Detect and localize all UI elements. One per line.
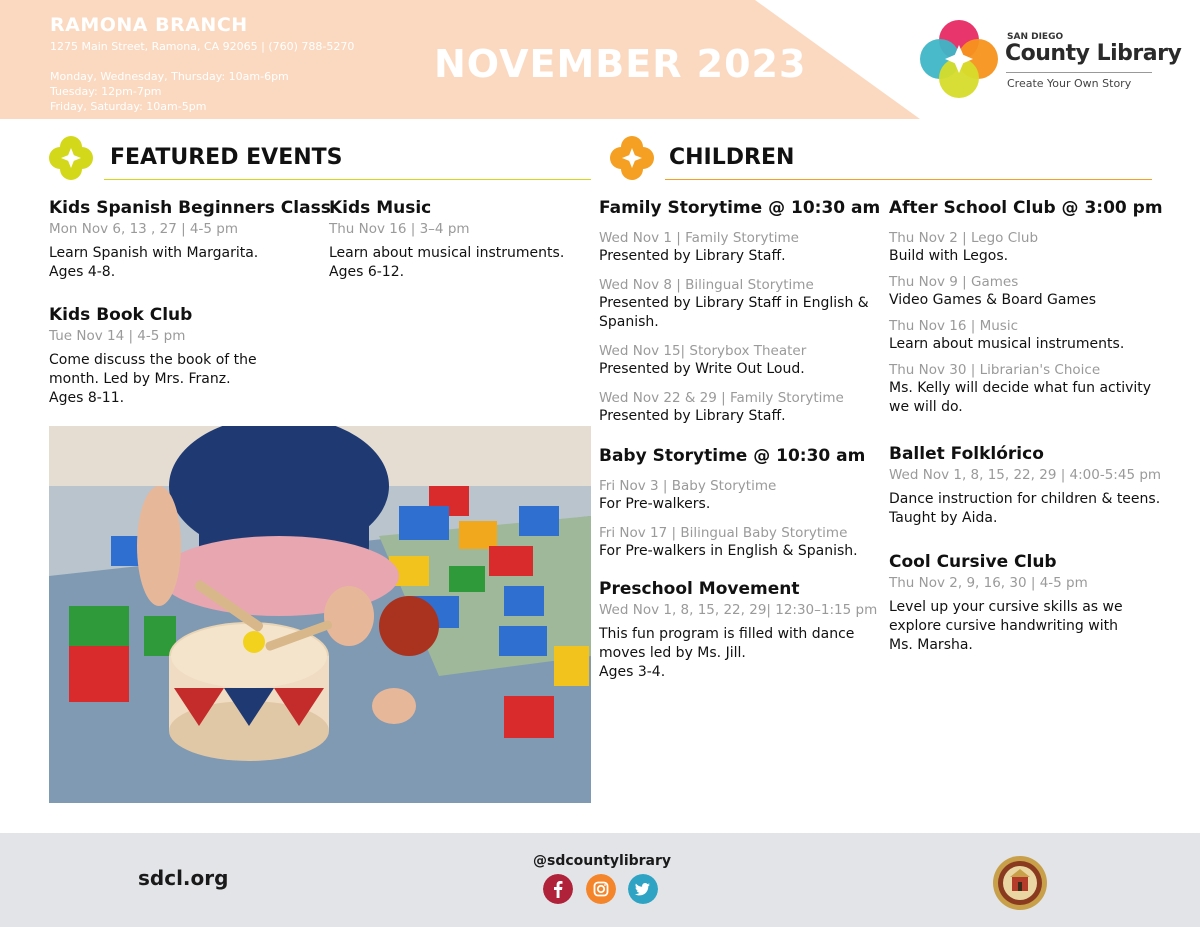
event-description: Learn about musical instruments. Ages 6-12. (329, 245, 565, 280)
session (599, 524, 884, 561)
session (599, 276, 884, 332)
program-title: Ballet Folklórico (889, 444, 1044, 464)
event-title: Kids Spanish Beginners Class (49, 198, 331, 218)
children-heading-rule (665, 179, 1152, 180)
hours-line: Tuesday: 12pm-7pm (50, 85, 162, 98)
session-description: Presented by Library Staff in English & Spanish. (599, 295, 869, 330)
program-date: Wed Nov 1, 8, 15, 22, 29 | 4:00-5:45 pm (889, 467, 1162, 483)
session-date: Thu Nov 16 | Music (889, 318, 1019, 334)
event-description: Learn Spanish with Margarita. Ages 4-8. (49, 245, 259, 280)
session-description: Presented by Write Out Loud. (599, 361, 805, 377)
program-description: Dance instruction for children & teens. Taught by Aida. (889, 491, 1161, 526)
family-storytime (599, 197, 884, 426)
event-description: Come discuss the book of the month. Led by Mrs. Franz. Ages 8-11. (49, 352, 257, 406)
facebook-icon[interactable] (543, 874, 573, 904)
photo-illustration (49, 426, 591, 803)
instagram-icon[interactable] (586, 874, 616, 904)
session-date: Wed Nov 15| Storybox Theater (599, 343, 807, 359)
session-description: Learn about musical instruments. (889, 336, 1125, 352)
session (599, 229, 884, 266)
session-date: Thu Nov 30 | Librarian's Choice (889, 362, 1101, 378)
program-title: Preschool Movement (599, 579, 800, 599)
session (889, 229, 1179, 266)
session-date: Wed Nov 8 | Bilingual Storytime (599, 277, 814, 293)
logo-top-line: SAN DIEGO (1007, 32, 1064, 42)
event-date: Mon Nov 6, 13 , 27 | 4-5 pm (49, 221, 238, 237)
logo-tagline: Create Your Own Story (1007, 77, 1132, 90)
flower-icon (607, 133, 657, 183)
month-title: NOVEMBER 2023 (434, 42, 807, 86)
program-title: Cool Cursive Club (889, 552, 1057, 572)
event-date: Tue Nov 14 | 4-5 pm (49, 328, 186, 344)
program-title: After School Club @ 3:00 pm (889, 198, 1163, 218)
session-date: Fri Nov 17 | Bilingual Baby Storytime (599, 525, 848, 541)
session-description: Build with Legos. (889, 248, 1009, 264)
children-heading: CHILDREN (669, 145, 795, 170)
session-description: Presented by Library Staff. (599, 408, 786, 424)
session-description: Presented by Library Staff. (599, 248, 786, 264)
program-title: Family Storytime @ 10:30 am (599, 198, 881, 218)
hours-line: Monday, Wednesday, Thursday: 10am-6pm (50, 70, 289, 83)
session (889, 361, 1179, 417)
session (889, 273, 1179, 310)
event-kids-book-club (49, 304, 257, 408)
event-kids-spanish (49, 197, 331, 282)
session (599, 342, 884, 379)
session-date: Wed Nov 1 | Family Storytime (599, 230, 799, 246)
cool-cursive-club (889, 551, 1179, 655)
event-title: Kids Book Club (49, 305, 193, 325)
branch-hours (50, 69, 289, 114)
session (599, 477, 884, 514)
logo-divider (1006, 72, 1152, 73)
county-seal-icon (992, 855, 1048, 911)
session-description: Video Games & Board Games (889, 292, 1097, 308)
branch-address: 1275 Main Street, Ramona, CA 92065 | (760) 788-5270 (50, 40, 355, 53)
session-date: Thu Nov 9 | Games (889, 274, 1019, 290)
twitter-icon[interactable] (628, 874, 658, 904)
flower-icon (46, 133, 96, 183)
hours-line: Friday, Saturday: 10am-5pm (50, 100, 207, 113)
program-description: This fun program is filled with dance moves led by Ms. Jill. Ages 3-4. (599, 626, 855, 680)
branch-name: RAMONA BRANCH (50, 14, 248, 36)
ballet-folklorico (889, 443, 1179, 528)
preschool-movement (599, 578, 884, 682)
program-title: Baby Storytime @ 10:30 am (599, 446, 866, 466)
session-description: For Pre-walkers. (599, 496, 711, 512)
session-description: Ms. Kelly will decide what fun activity we will do. (889, 380, 1152, 415)
after-school-club (889, 197, 1179, 417)
session-date: Fri Nov 3 | Baby Storytime (599, 478, 777, 494)
program-date: Wed Nov 1, 8, 15, 22, 29| 12:30–1:15 pm (599, 602, 878, 618)
county-library-logo-icon (918, 18, 1000, 100)
logo-name: County Library (1005, 41, 1182, 66)
session (889, 317, 1179, 354)
social-handle: @sdcountylibrary (533, 853, 672, 869)
session-date: Thu Nov 2 | Lego Club (889, 230, 1039, 246)
child-playing-drum-photo (49, 426, 591, 803)
featured-events-heading: FEATURED EVENTS (110, 145, 343, 170)
program-date: Thu Nov 2, 9, 16, 30 | 4-5 pm (889, 575, 1088, 591)
event-kids-music (329, 197, 564, 282)
session-description: For Pre-walkers in English & Spanish. (599, 543, 858, 559)
event-date: Thu Nov 16 | 3–4 pm (329, 221, 470, 237)
program-description: Level up your cursive skills as we explore cursive handwriting with Ms. Marsha. (889, 599, 1123, 653)
featured-heading-rule (104, 179, 591, 180)
session-date: Wed Nov 22 & 29 | Family Storytime (599, 390, 844, 406)
session (599, 389, 884, 426)
website-link[interactable]: sdcl.org (138, 866, 229, 890)
baby-storytime (599, 445, 884, 561)
event-title: Kids Music (329, 198, 432, 218)
